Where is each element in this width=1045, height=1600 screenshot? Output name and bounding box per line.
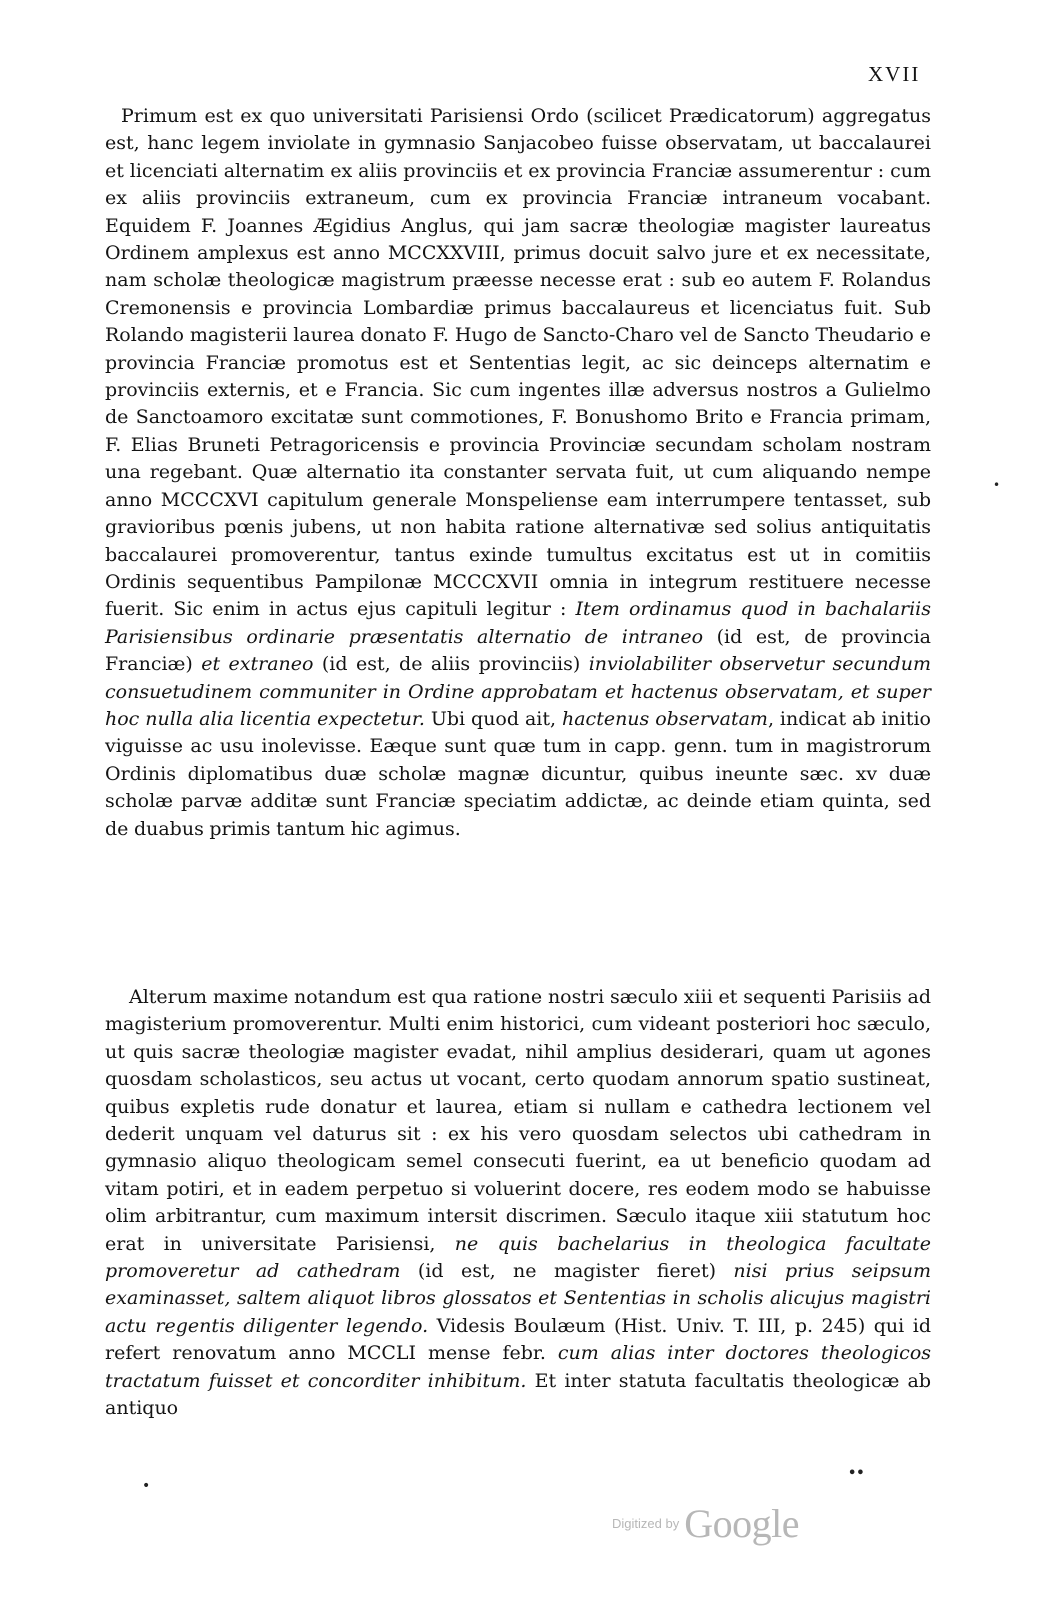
- text-run: (id est, de provincia Franciæ): [105, 625, 931, 676]
- text-run: Videsis Boulæum (Hist. Univ. T. III, p. 245) qui id refert renovatum anno MCCLI mense febr.: [105, 1314, 931, 1365]
- digitized-watermark: [612, 1500, 799, 1547]
- italic-run: et extraneo: [192, 653, 314, 676]
- bottom-right-dots: ••: [848, 1466, 865, 1481]
- italic-run: inviolabiliter observetur secundum consuetudinem communiter in Ordine approbatam et hactenus observatam, et super hoc nulla alia licentia expectetur.: [105, 653, 931, 730]
- text-run: , indicat ab initio viguisse ac usu inolevisse. Eæque sunt quæ tum in capp. genn. tum in magistrorum Ordinis diplomatibus duæ scholæ magnæ dicuntur, quibus ineunte sæc. xv duæ scholæ parvæ additæ sunt Franciæ speciatim addictæ, ac deinde etiam quinta, sed de duabus primis tantum hic agimus.: [105, 707, 931, 840]
- text-run: Et inter statuta facultatis theologicæ ab antiquo: [105, 1369, 931, 1420]
- italic-run: ne quis bachelarius in theologica facultate promoveretur ad cathedram: [105, 1232, 931, 1283]
- text-run: (id est, de aliis provinciis): [313, 653, 589, 676]
- page-number: XVII: [868, 62, 921, 86]
- text-run: Primum est ex quo universitati Parisiensi Ordo (scilicet Prædicatorum) aggregatus est, hanc legem inviolate in gymnasio Sanjacobeo fuisse observatam, ut baccalaurei et licenciati alternatim ex aliis provinciis et ex provincia Franciæ assumerentur : cum ex aliis provinciis extraneum, cum ex provincia Franciæ intraneum vocabant. Equidem F. Joannes Ægidius Anglus, qui jam sacræ theologiæ magister laureatus Ordinem amplexus est anno MCCXXVIII, primus docuit salvo jure et ex necessitate, nam scholæ theologicæ magistrum præesse necesse erat : sub eo autem F. Rolandus Cremonensis e provincia Lombardiæ primus baccalaureus et licenciatus fuit. Sub Rolando magisterii laurea donato F. Hugo de Sancto-Charo vel de Sancto Theudario e provincia Franciæ promotus est et Sententias legit, ac sic deinceps alternatim e provinciis externis, et e Francia. Sic cum ingentes illæ adversus nostros a Gulielmo de Sanctoamoro excitatæ sunt commotiones, F. Bonushomo Brito e Francia primam, F. Elias Bruneti Petragoricensis e provincia Provinciæ secundam scholam nostram una regebant. Quæ alternatio ita constanter servata fuit, ut cum aliquando nempe anno MCCCXVI capitulum generale Monspeliense eam interrumpere tentasset, sub gravioribus pœnis jubens, ut non habita ratione alternativæ sed solius antiquitatis baccalaurei promoverentur, tantus exinde tumultus excitatus est ut in comitiis Ordinis sequentibus Pampilonæ MCCCXVII omnia in integrum restituere necesse fuerit. Sic enim in actus ejus capituli legitur :: [105, 105, 931, 621]
- bottom-left-dot: •: [142, 1478, 151, 1494]
- watermark-prefix: Digitized by: [612, 1516, 680, 1531]
- paragraph-2: [105, 984, 931, 1423]
- text-run: Ubi quod ait,: [424, 707, 562, 730]
- italic-run: nisi prius seipsum examinasset, saltem aliquot libros glossatos et Sententias in scholis alicujus magistri actu regentis diligenter legendo.: [105, 1260, 931, 1337]
- watermark-brand: Google: [684, 1501, 800, 1546]
- italic-run: Item ordinamus quod in bachalariis Parisiensibus ordinarie præsentatis alternatio de intraneo: [105, 598, 931, 648]
- text-run: Alterum maxime notandum est qua ratione nostri sæculo xiii et sequenti Parisiis ad magisterium promoverentur. Multi enim historici, cum videant posteriori hoc sæculo, ut quis sacræ theologiæ magister evadat, nihil amplius desiderari, quam ut agones quosdam scholasticos, seu actus ut vocant, certo quodam annorum spatio sustineat, quibus expletis rude donatur et laurea, etiam si nullam e cathedra lectionem vel dederit unquam vel daturus sit : ex his vero quosdam selectos ubi cathedram in gymnasio aliquo theologicam semel consecuti fuerint, ea ut beneficio quodam ad vitam potiri, et in eadem perpetuo si voluerint docere, res eodem modo se habuisse olim arbitrantur, cum maximum intersit discrimen. Sæculo itaque xiii statutum hoc erat in universitate Parisiensi,: [105, 986, 931, 1255]
- italic-run: cum alias inter doctores theologicos tractatum fuisset et concorditer inhibitum.: [105, 1342, 932, 1392]
- italic-run: hactenus observatam: [561, 707, 768, 730]
- paragraph-1: [105, 103, 931, 843]
- text-run: (id est, ne magister fieret): [400, 1260, 734, 1283]
- margin-dot: •: [993, 478, 1001, 492]
